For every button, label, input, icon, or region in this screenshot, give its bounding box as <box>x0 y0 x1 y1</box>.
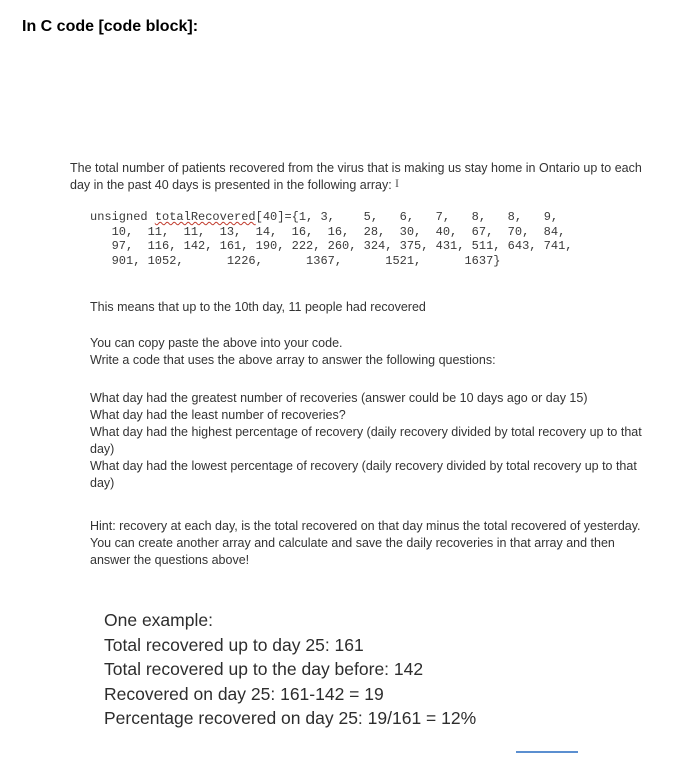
page-heading: In C code [code block]: <box>22 18 199 35</box>
instructions-line-2: Write a code that uses the above array to answer the following questions: <box>90 353 496 367</box>
question-highest-percentage-cont: day) <box>90 442 115 456</box>
example-line-2: Total recovered up to the day before: 142 <box>104 659 424 679</box>
intro-line-2: day in the past 40 days is presented in the following array: <box>70 178 392 192</box>
question-highest-percentage: What day had the highest percentage of recovery (daily recovery divided by total recovery up to that <box>90 425 642 439</box>
code-line-1-values: [40]={1, 3, 5, 6, 7, 8, 8, 9, <box>255 210 559 224</box>
code-line-2: 10, 11, 11, 13, 14, 16, 16, 28, 30, 40, 67, 70, 84, <box>90 224 566 239</box>
example-line-3: Recovered on day 25: 161-142 = 19 <box>104 683 384 704</box>
blue-divider-line <box>516 751 578 753</box>
question-least-recoveries: What day had the least number of recoveries? <box>90 408 346 422</box>
code-array-block <box>90 210 572 268</box>
questions-list <box>90 390 642 492</box>
intro-text <box>70 160 642 194</box>
hint-line-3: answer the questions above! <box>90 553 250 567</box>
question-lowest-percentage-cont: day) <box>90 476 115 490</box>
instructions-line-1: You can copy paste the above into your code. <box>90 336 343 350</box>
meaning-text: This means that up to the 10th day, 11 people had recovered <box>90 300 426 314</box>
code-keyword: unsigned <box>90 210 155 224</box>
hint-line-2: You can create another array and calculate and save the daily recoveries in that array and then <box>90 536 615 550</box>
code-line-3: 97, 116, 142, 161, 190, 222, 260, 324, 375, 431, 511, 643, 741, <box>90 239 573 254</box>
example-line-1: Total recovered up to day 25: 161 <box>104 634 364 655</box>
hint-line-1: Hint: recovery at each day, is the total recovered on that day minus the total recovered of yesterday. <box>90 519 641 533</box>
instructions-text <box>90 335 496 369</box>
question-greatest-recoveries: What day had the greatest number of recoveries (answer could be 10 days ago or day 15) <box>90 391 588 405</box>
code-line-4: 901, 1052, 1226, 1367, 1521, 1637} <box>90 253 501 268</box>
code-array-name: totalRecovered <box>154 210 256 224</box>
intro-line-1: The total number of patients recovered from the virus that is making us stay home in Ontario up to each <box>70 161 642 175</box>
example-title: One example: <box>104 610 213 630</box>
example-line-4: Percentage recovered on day 25: 19/161 = 12% <box>104 708 477 728</box>
hint-text <box>90 518 641 569</box>
question-lowest-percentage: What day had the lowest percentage of recovery (daily recovery divided by total recovery up to that <box>90 459 637 473</box>
text-cursor-icon: I <box>395 176 399 190</box>
example-block <box>104 608 476 731</box>
